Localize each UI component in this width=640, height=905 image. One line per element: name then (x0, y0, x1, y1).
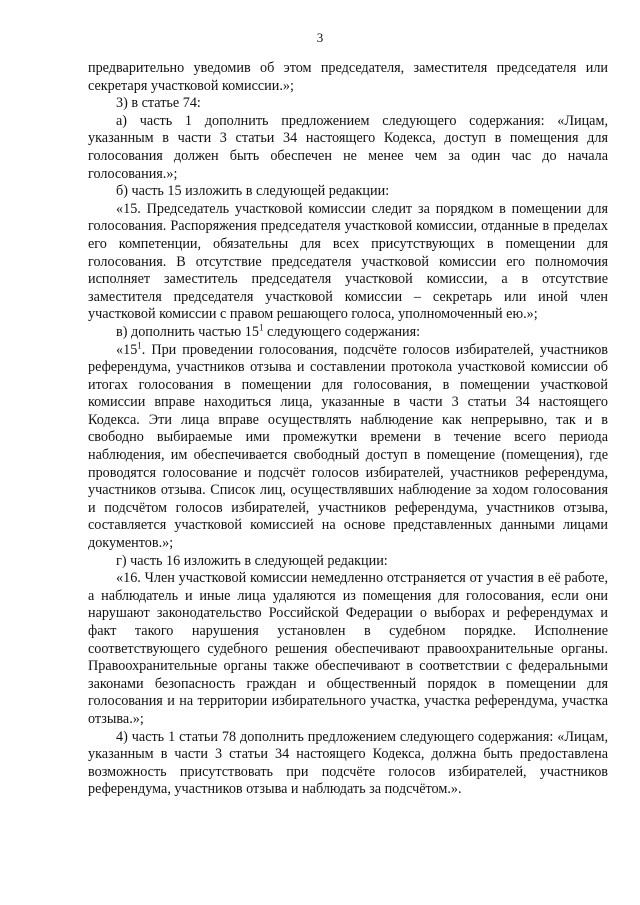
paragraph-item-g: г) часть 16 изложить в следующей редакции: (116, 552, 388, 569)
document-body (88, 60, 608, 799)
paragraph-part-15-1 (88, 339, 608, 553)
paragraph-item-v (88, 324, 608, 342)
paragraph-item-b: б) часть 15 изложить в следующей редакции: (116, 183, 390, 200)
paragraph-continuation: предварительно уведомив об этом председателя, заместителя председателя или секретаря участковой комиссии.»; (88, 60, 608, 94)
paragraph-part-15: «15. Председатель участковой комиссии следит за порядком в помещении для голосования. Распоряжения председателя участковой комиссии, отданные в пределах его компетенции, обязательны для всех присутствующих в помещении для голосования. В отсутствие председателя участковой комиссии его полномочия исполняет заместитель председателя участковой комиссии, а в отсутствие заместителя председателя участковой комиссии – секретарь или иной член участковой комиссии с правом решающего голоса, уполномоченный ею.»; (88, 200, 608, 323)
page-number: 3 (316, 30, 324, 45)
item-v-text: в) дополнить частью 15 (116, 323, 259, 340)
item-v-superscript: 1 (259, 322, 264, 333)
paragraph-article-74: 3) в статье 74: (116, 95, 201, 112)
part-15-1-superscript: 1 (137, 339, 142, 350)
paragraph-item-a: а) часть 1 дополнить предложением следующего содержания: «Лицам, указанным в части 3 статьи 34 настоящего Кодекса, доступ в помещения для голосования должен быть обеспечен не менее чем за один час до начала голосования.»; (88, 112, 608, 182)
part-15-1-number: «15 (116, 341, 138, 358)
paragraph-part-16: «16. Член участковой комиссии немедленно отстраняется от участия в её работе, а наблюдатель и иные лица удаляются из помещения для голосования, если они нарушают законодательство Российской Федерации о выборах и референдумах и факт такого нарушения установлен в судебном порядке. Исполнение соответствующего судебного решения обеспечивают правоохранительные органы. Правоохранительные органы также обеспечивают в соответствии с федеральными законами безопасность граждан и общественный порядок в помещении для голосования и на территории избирательного участка, участка референдума, участка отзыва.»; (88, 570, 608, 727)
paragraph-article-78: 4) часть 1 статьи 78 дополнить предложением следующего содержания: «Лицам, указанным в части 3 статьи 34 настоящего Кодекса, должна быть предоставлена возможность присутствовать при подсчёте голосов избирателей, участников референдума, участников отзыва и наблюдать за подсчётом.». (88, 728, 608, 798)
part-15-1-text: . При проведении голосования, подсчёте голосов избирателей, участников референдума, участников отзыва и составлении протокола участковой комиссии об итогах голосования в помещении для голосования, в помещении участковой комиссии вправе находиться лица, указанные в части 3 статьи 34 настоящего Кодекса. Эти лица вправе осуществлять наблюдение как непрерывно, так и в свободно выбираемые ими промежутки времени в течение всего периода наблюдения, им обеспечивается свободный доступ в помещение (помещения), где проводятся голосование и подсчёт голосов избирателей, участников референдума, участников отзыва. Список лиц, осуществлявших наблюдение за ходом голосования и подсчётом голосов избирателей, участников референдума, участников отзыва, составляется участковой комиссией на основе представленных данными лицами документов.»; (88, 341, 608, 552)
item-v-text-end: следующего содержания: (263, 323, 421, 340)
